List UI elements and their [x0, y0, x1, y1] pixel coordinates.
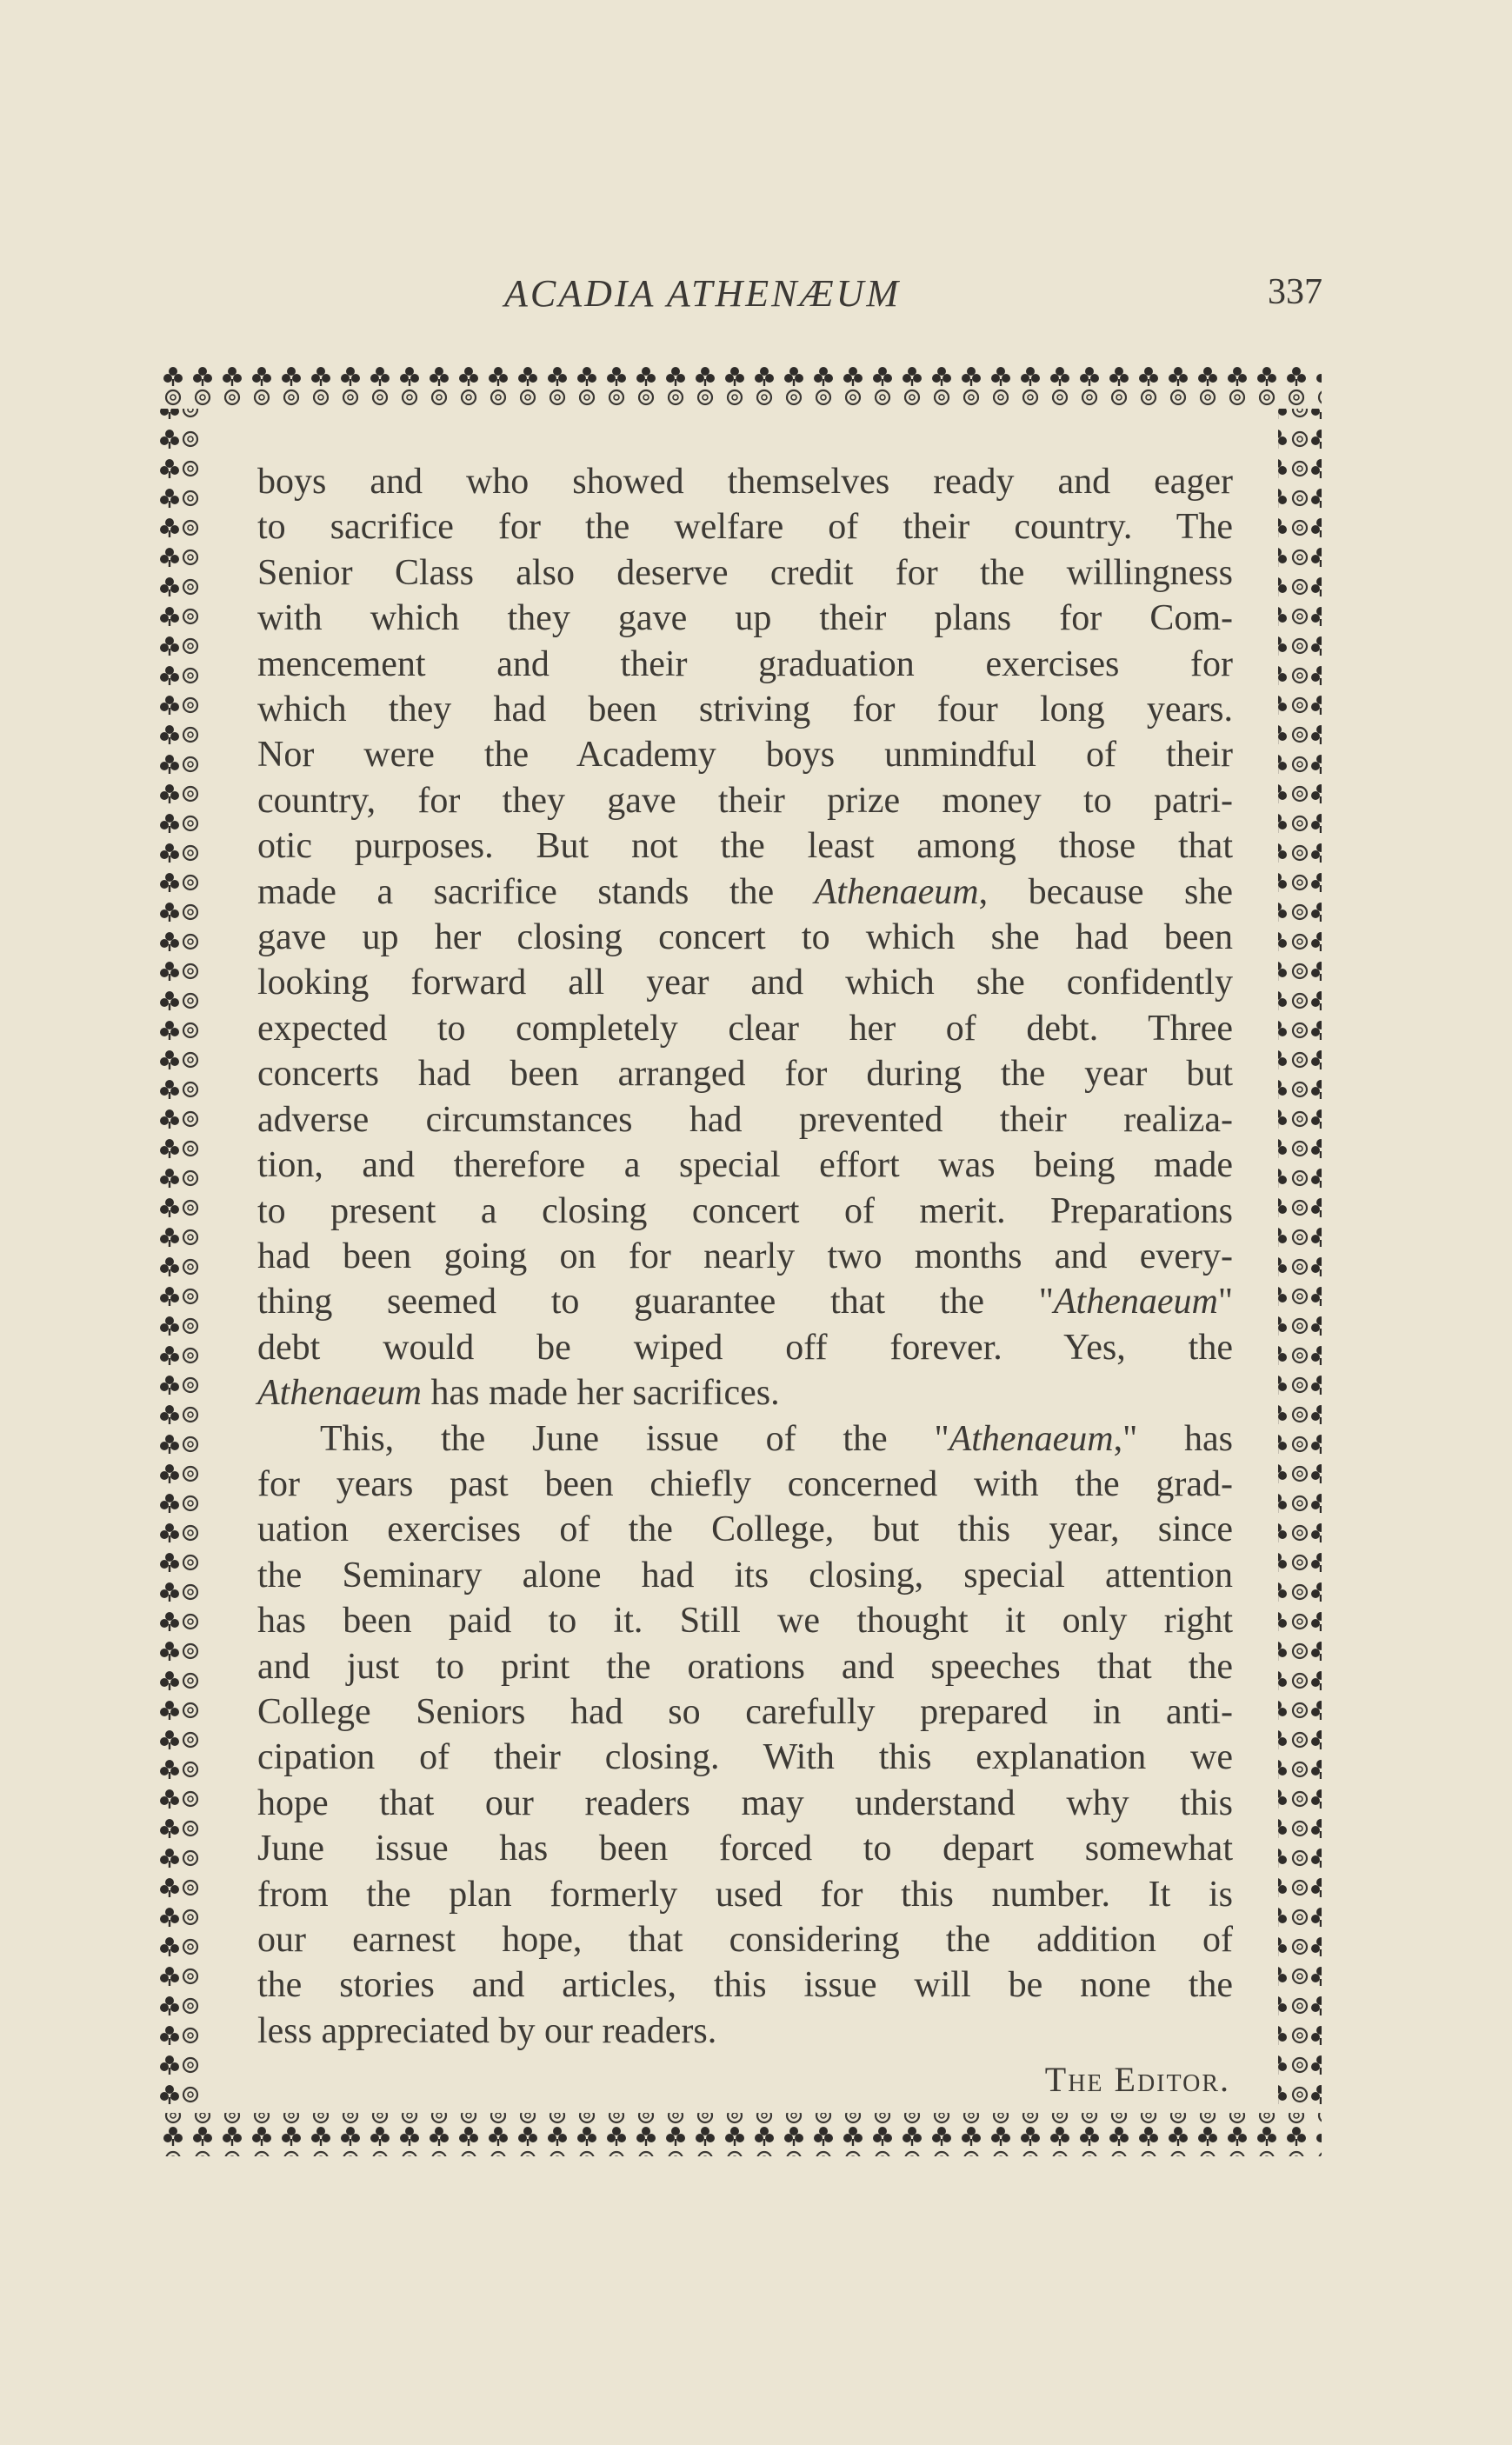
text-line: Nor were the Academy boys unmindful of their — [257, 735, 1233, 776]
text-line: had been going on for nearly two months and every- — [257, 1236, 1233, 1276]
text-line: adverse circumstances had prevented their realiza- — [257, 1099, 1233, 1140]
journal-title: ACADIA ATHENÆUM — [504, 272, 902, 315]
text-line: for years past been chiefly concerned with the grad- — [257, 1463, 1233, 1504]
text-line: Senior Class also deserve credit for the willingness — [257, 552, 1233, 593]
text-line: the Seminary alone had its closing, special attention — [257, 1555, 1233, 1596]
running-head — [0, 271, 1512, 323]
text-line: less appreciated by our readers. — [257, 2010, 717, 2051]
text-line: and just to print the orations and speeches that the — [257, 1646, 1233, 1687]
text-line: debt would be wiped off forever. Yes, the — [257, 1327, 1233, 1368]
text-line: from the plan formerly used for this number. It is — [257, 1874, 1233, 1915]
text-line: looking forward all year and which she confidently — [257, 963, 1233, 1003]
text-line: concerts had been arranged for during the year but — [257, 1054, 1233, 1095]
text-line: boys and who showed themselves ready and eager — [257, 462, 1233, 502]
text-line: hope that our readers may understand why this — [257, 1782, 1233, 1823]
text-line: otic purposes. But not the least among those that — [257, 826, 1233, 867]
text-line: Athenaeum has made her sacrifices. — [257, 1373, 780, 1414]
text-line: the stories and articles, this issue will be none the — [257, 1965, 1233, 2006]
article-text — [257, 459, 1233, 2054]
text-line: College Seniors had so carefully prepared in anti- — [257, 1691, 1233, 1732]
text-line: our earnest hope, that considering the addition of — [257, 1920, 1233, 1960]
text-line: made a sacrifice stands the Athenaeum, because she — [257, 871, 1233, 912]
text-line: with which they gave up their plans for Com- — [257, 598, 1233, 639]
editor-signature: The Editor. — [1044, 2060, 1230, 2099]
text-line: tion, and therefore a special effort was being made — [257, 1145, 1233, 1186]
text-line: has been paid to it. Still we thought it only right — [257, 1601, 1233, 1642]
text-line: gave up her closing concert to which she had been — [257, 917, 1233, 958]
text-line: which they had been striving for four long years. — [257, 690, 1233, 730]
text-line: to present a closing concert of merit. Preparations — [257, 1190, 1233, 1231]
page-number: 337 — [1268, 272, 1322, 312]
text-line: to sacrifice for the welfare of their country. The — [257, 507, 1233, 548]
text-line: This, the June issue of the "Athenaeum," has — [320, 1418, 1233, 1459]
text-line: mencement and their graduation exercises for — [257, 643, 1233, 684]
text-line: uation exercises of the College, but this year, since — [257, 1509, 1233, 1550]
text-line: thing seemed to guarantee that the "Athenaeum" — [257, 1282, 1233, 1322]
text-line: expected to completely clear her of debt. Three — [257, 1008, 1233, 1049]
text-line: cipation of their closing. With this explanation we — [257, 1737, 1233, 1778]
text-line: June issue has been forced to depart somewhat — [257, 1829, 1233, 1869]
text-line: country, for they gave their prize money to patri- — [257, 780, 1233, 821]
